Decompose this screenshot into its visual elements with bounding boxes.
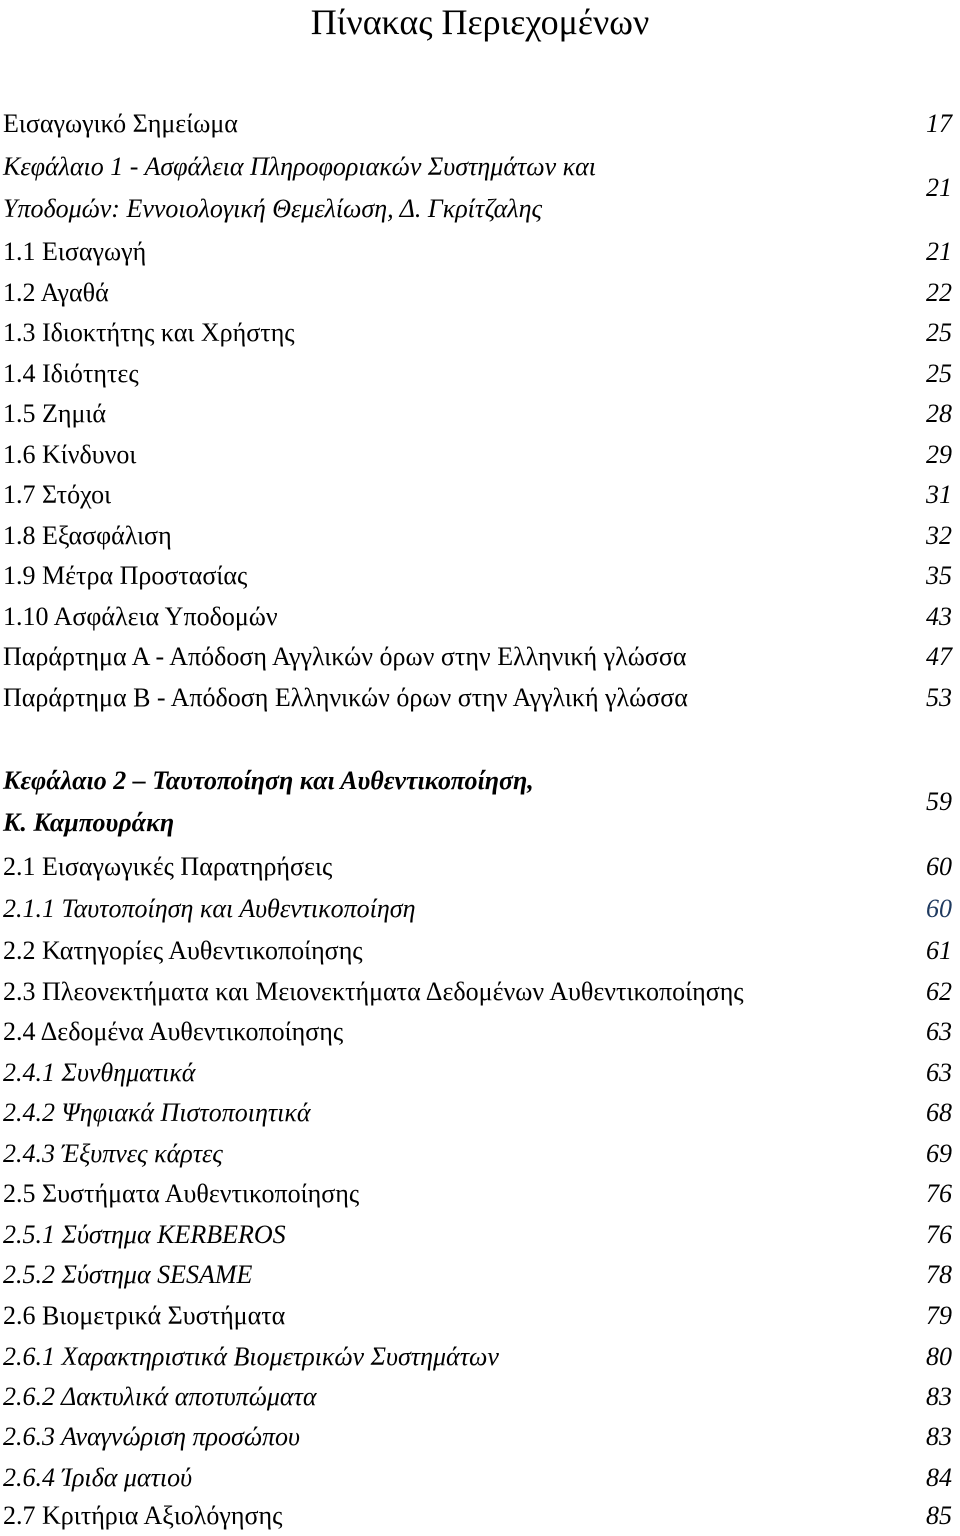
toc-entry-label: 1.4 Ιδιότητες bbox=[3, 359, 139, 388]
toc-entry[interactable] bbox=[0, 1053, 960, 1093]
toc-entry[interactable] bbox=[0, 273, 960, 313]
toc-entry-page: 63 bbox=[926, 1017, 952, 1046]
toc-entry-page: 76 bbox=[926, 1220, 952, 1249]
toc-entry-page: 31 bbox=[926, 480, 952, 509]
toc-entry-label: 1.5 Ζημιά bbox=[3, 399, 107, 428]
toc-entry[interactable] bbox=[0, 1377, 960, 1417]
toc-entry-page: 68 bbox=[926, 1098, 952, 1127]
toc-entry-label: 2.4.3 Έξυπνες κάρτες bbox=[3, 1139, 223, 1168]
toc-entry-label: 2.5 Συστήματα Αυθεντικοποίησης bbox=[3, 1179, 360, 1208]
toc-entry-label: 1.1 Εισαγωγή bbox=[3, 237, 147, 266]
toc-entry[interactable] bbox=[0, 637, 960, 677]
toc-entry[interactable] bbox=[0, 556, 960, 596]
toc-entry-label: 2.6 Βιομετρικά Συστήματα bbox=[3, 1301, 286, 1330]
toc-entry-page: 79 bbox=[926, 1301, 952, 1330]
toc-entry-label: 1.8 Εξασφάλιση bbox=[3, 521, 172, 550]
toc-entry[interactable] bbox=[0, 475, 960, 515]
toc-entry-label: 2.5.2 Σύστημα SESAME bbox=[3, 1260, 253, 1289]
toc-entry[interactable] bbox=[0, 597, 960, 637]
toc-entry[interactable] bbox=[0, 1458, 960, 1498]
toc-entry-page: 83 bbox=[926, 1382, 952, 1411]
toc-entry-label-line-1: Κεφάλαιο 1 - Ασφάλεια Πληροφοριακών Συστημάτων και bbox=[3, 152, 597, 181]
toc-entry-label: 2.4.1 Συνθηματικά bbox=[3, 1058, 196, 1087]
toc-entry-label: 2.1 Εισαγωγικές Παρατηρήσεις bbox=[3, 852, 333, 881]
toc-entry-page: 29 bbox=[926, 440, 952, 469]
toc-entry-label: 1.2 Αγαθά bbox=[3, 278, 109, 307]
toc-entry[interactable] bbox=[0, 435, 960, 475]
toc-entry[interactable] bbox=[0, 847, 960, 887]
toc-entry-label: 2.5.1 Σύστημα KERBEROS bbox=[3, 1220, 286, 1249]
toc-entry-label: 2.6.4 Ίριδα ματιού bbox=[3, 1463, 193, 1492]
toc-entry[interactable] bbox=[0, 931, 960, 971]
toc-entry[interactable] bbox=[0, 1012, 960, 1052]
toc-entry-page: 22 bbox=[926, 278, 952, 307]
toc-entry[interactable] bbox=[0, 889, 960, 929]
toc-entry[interactable] bbox=[0, 232, 960, 272]
toc-entry[interactable] bbox=[0, 1093, 960, 1133]
toc-entry-page: 84 bbox=[926, 1463, 952, 1492]
toc-entry-page: 60 bbox=[926, 852, 952, 881]
toc-entry-page: 83 bbox=[926, 1422, 952, 1451]
toc-entry-page: 43 bbox=[926, 602, 952, 631]
toc-entry-page: 59 bbox=[926, 787, 952, 816]
toc-entry-label: 2.7 Κριτήρια Αξιολόγησης bbox=[3, 1501, 283, 1530]
toc-entry-page: 25 bbox=[926, 318, 952, 347]
toc-entry-label: Παράρτημα Α - Απόδοση Αγγλικών όρων στην Ελληνική γλώσσα bbox=[3, 642, 687, 671]
toc-entry-page: 28 bbox=[926, 399, 952, 428]
toc-entry[interactable] bbox=[0, 104, 960, 144]
toc-chapter-entry[interactable] bbox=[0, 146, 960, 230]
toc-entry[interactable] bbox=[0, 1174, 960, 1214]
toc-entry[interactable] bbox=[0, 313, 960, 353]
toc-entry-label: 1.7 Στόχοι bbox=[3, 480, 112, 509]
toc-entry-page: 61 bbox=[926, 936, 952, 965]
toc-entry[interactable] bbox=[0, 1215, 960, 1255]
toc-entry-page: 32 bbox=[926, 521, 952, 550]
toc-entry-label: 1.6 Κίνδυνοι bbox=[3, 440, 137, 469]
toc-entry[interactable] bbox=[0, 394, 960, 434]
toc-entry[interactable] bbox=[0, 516, 960, 556]
toc-entry[interactable] bbox=[0, 1255, 960, 1295]
toc-entry-page: 69 bbox=[926, 1139, 952, 1168]
toc-entry-page: 85 bbox=[926, 1501, 952, 1530]
toc-entry-label: 1.10 Ασφάλεια Υποδομών bbox=[3, 602, 278, 631]
toc-entry-page: 25 bbox=[926, 359, 952, 388]
toc-entry-page: 21 bbox=[926, 173, 952, 202]
toc-entry[interactable] bbox=[0, 678, 960, 718]
toc-entry-label: 2.6.2 Δακτυλικά αποτυπώματα bbox=[3, 1382, 317, 1411]
toc-entry-page: 63 bbox=[926, 1058, 952, 1087]
toc-entry-page: 35 bbox=[926, 561, 952, 590]
toc-entry-page: 80 bbox=[926, 1342, 952, 1371]
toc-entry-label bbox=[3, 146, 596, 230]
toc-entry-label: 2.4 Δεδομένα Αυθεντικοποίησης bbox=[3, 1017, 344, 1046]
toc-entry[interactable] bbox=[0, 972, 960, 1012]
toc-entry[interactable] bbox=[0, 1337, 960, 1377]
toc-entry-page: 78 bbox=[926, 1260, 952, 1289]
toc-entry-label: Εισαγωγικό Σημείωμα bbox=[3, 109, 238, 138]
toc-entry[interactable] bbox=[0, 1417, 960, 1457]
toc-entry-page: 21 bbox=[926, 237, 952, 266]
toc-entry[interactable] bbox=[0, 354, 960, 394]
toc-entry-page: 60 bbox=[926, 894, 952, 923]
toc-entry-label-line-1: Κεφάλαιο 2 – Ταυτοποίηση και Αυθεντικοποίηση, bbox=[3, 766, 534, 795]
toc-entry-page: 17 bbox=[926, 109, 952, 138]
toc-chapter-entry[interactable] bbox=[0, 760, 960, 844]
toc-entry-label-line-2: Κ. Καμπουράκη bbox=[3, 808, 175, 837]
toc-entry-label: Παράρτημα Β - Απόδοση Ελληνικών όρων στην Αγγλική γλώσσα bbox=[3, 683, 688, 712]
toc-entry-page: 76 bbox=[926, 1179, 952, 1208]
toc-entry-label: 1.9 Μέτρα Προστασίας bbox=[3, 561, 248, 590]
toc-entry-label-line-2: Υποδομών: Εννοιολογική Θεμελίωση, Δ. Γκρίτζαλης bbox=[3, 194, 543, 223]
toc-entry-page: 53 bbox=[926, 683, 952, 712]
toc-entry[interactable] bbox=[0, 1296, 960, 1336]
toc-entry-label: 2.6.3 Αναγνώριση προσώπου bbox=[3, 1422, 300, 1451]
toc-entry-label: 2.1.1 Ταυτοποίηση και Αυθεντικοποίηση bbox=[3, 894, 416, 923]
toc-entry-label: 2.6.1 Χαρακτηριστικά Βιομετρικών Συστημάτων bbox=[3, 1342, 499, 1371]
toc-entry-label: 1.3 Ιδιοκτήτης και Χρήστης bbox=[3, 318, 295, 347]
toc-entry[interactable] bbox=[0, 1496, 960, 1536]
toc-entry-label: 2.3 Πλεονεκτήματα και Μειονεκτήματα Δεδομένων Αυθεντικοποίησης bbox=[3, 977, 744, 1006]
toc-entry-page: 62 bbox=[926, 977, 952, 1006]
toc-entry-label: 2.4.2 Ψηφιακά Πιστοποιητικά bbox=[3, 1098, 311, 1127]
toc-entry-page: 47 bbox=[926, 642, 952, 671]
toc-entry-label: 2.2 Κατηγορίες Αυθεντικοποίησης bbox=[3, 936, 363, 965]
toc-title: Πίνακας Περιεχομένων bbox=[310, 2, 650, 42]
toc-entry-label bbox=[3, 760, 534, 844]
toc-entry[interactable] bbox=[0, 1134, 960, 1174]
